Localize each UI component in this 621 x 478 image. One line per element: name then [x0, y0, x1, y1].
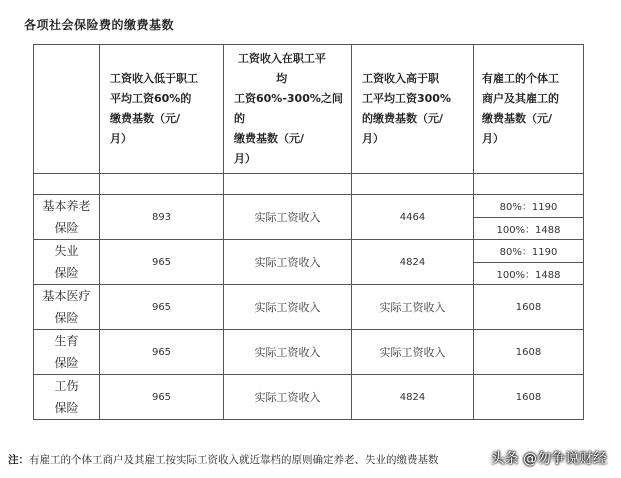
- watermark: 头条 @勿争说财经: [490, 451, 607, 467]
- blank-row: [34, 174, 584, 195]
- row-name: 失业 保险: [34, 240, 100, 285]
- cell-self-100: 100%：1488: [474, 262, 584, 285]
- table-title: 各项社会保险费的缴费基数: [24, 18, 175, 32]
- header-above-300: 工资收入高于职 工平均工资300% 的缴费基数（元/ 月）: [352, 45, 474, 174]
- cell-self: 1608: [474, 375, 584, 420]
- cell-mid: 实际工资收入: [224, 195, 352, 240]
- footnote-text: 有雇工的个体工商户及其雇工按实际工资收入就近靠档的原则确定养老、失业的缴费基数: [29, 454, 439, 466]
- cell-high: 4464: [352, 195, 474, 240]
- cell-high: 4824: [352, 375, 474, 420]
- cell-high: 4824: [352, 240, 474, 285]
- row-name: 生育 保险: [34, 330, 100, 375]
- cell-low: 965: [100, 330, 224, 375]
- header-self-employed: 有雇工的个体工 商户及其雇工的 缴费基数（元/ 月）: [474, 45, 584, 174]
- footnote-label: 注：: [8, 454, 29, 466]
- cell-self: 1608: [474, 285, 584, 330]
- cell-mid: 实际工资收入: [224, 375, 352, 420]
- row-name: 基本医疗 保险: [34, 285, 100, 330]
- table-row: [34, 330, 584, 375]
- cell-self-80: 80%：1190: [474, 195, 584, 218]
- row-name: 基本养老 保险: [34, 195, 100, 240]
- header-blank: [34, 45, 100, 174]
- cell-mid: 实际工资收入: [224, 330, 352, 375]
- header-60-300: 工资收入在职工平 均 工资60%-300%之间 的 缴费基数（元/ 月）: [224, 45, 352, 174]
- cell-mid: 实际工资收入: [224, 285, 352, 330]
- table-row: [34, 195, 584, 218]
- cell-low: 893: [100, 195, 224, 240]
- contribution-base-table: [33, 44, 584, 420]
- header-below-60: 工资收入低于职工 平均工资60%的 缴费基数（元/ 月）: [100, 45, 224, 174]
- cell-low: 965: [100, 375, 224, 420]
- header-row: [34, 45, 584, 174]
- table-row: [34, 375, 584, 420]
- cell-mid: 实际工资收入: [224, 240, 352, 285]
- row-name: 工伤 保险: [34, 375, 100, 420]
- cell-self: 1608: [474, 330, 584, 375]
- cell-low: 965: [100, 240, 224, 285]
- cell-low: 965: [100, 285, 224, 330]
- table-row: [34, 285, 584, 330]
- cell-self-80: 80%：1190: [474, 240, 584, 263]
- cell-high: 实际工资收入: [352, 330, 474, 375]
- table-row: [34, 240, 584, 263]
- footnote: [8, 452, 478, 467]
- cell-self-100: 100%：1488: [474, 217, 584, 240]
- cell-high: 实际工资收入: [352, 285, 474, 330]
